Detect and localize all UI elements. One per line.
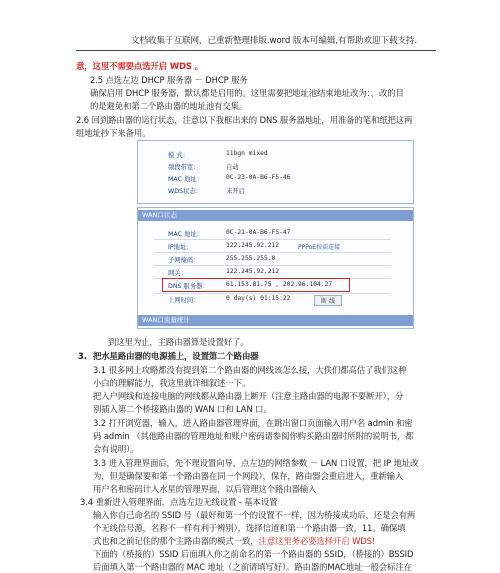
wan-uptime-label: 上网时间： [168, 297, 200, 304]
router-wireless-status-panel [137, 140, 414, 204]
step-3-2-cont-2: 会有说明）。 [93, 444, 139, 454]
wds-note: 意，这里不需要点选开启 WDS 。 [76, 61, 203, 71]
step-3-1-cont: 小白的理解能力，我这里就详细叙述一下。 [93, 378, 251, 388]
document-header: 文档收集于互联网，已重新整理排版.word 版本可编辑,有帮助欢迎下载支持. [131, 36, 418, 46]
bandwidth-label: 频段带宽： [168, 164, 200, 171]
mac-label: MAC 地址： [168, 176, 203, 183]
mode-label: 模 式： [168, 152, 189, 159]
wan-uptime-value: 0 day(s) 01:15:22 [226, 295, 291, 302]
wds-status-value: 未开启 [226, 188, 245, 195]
wan-dns-label: DNS 服务器： [168, 283, 209, 290]
step-3-4-text-1: 输入你自己命名的 SSID 号（最好和第一个的设置不一样，因为桥接成功后，还是会有两 [93, 510, 416, 520]
wan-ip-label: IP地址： [168, 244, 193, 251]
wan-dns-value: 61.153.81.75 , 202.96.104.27 [226, 281, 333, 288]
wan-connection-type: PPPoE按需连接 [298, 244, 341, 251]
step-3-1: 3.1 很多网上攻略都没有提到第二个路由器的网线该怎么接，大佚们都高估了我们这种 [93, 365, 407, 375]
step-3-4: 3.4 重新进入管理界面，点选左边无线设置 - 基本设置 [80, 497, 278, 507]
wds-enable-warning: 注意这里务必要选择开启 WDS! [258, 536, 376, 546]
mac-value: 0C-23-0A-B6-F5-46 [226, 174, 291, 181]
step-3-2: 3.2 打开浏览器，输入，进入路由器管理界面，在跳出窗口页面输入用户名 admin 和密 [93, 418, 413, 428]
section-3-number: 3. [78, 351, 87, 361]
step-3-2-cont-1: 码 admin （其他路由器的管理地址和账户密码请参阅你购买路由器时所附的说明书，都 [93, 431, 414, 441]
mode-value: 11bgn mixed [226, 150, 268, 157]
step-3-4-text-4: 下面的（桥接的）SSID 后面填入你之前命名的第一个路由器的 SSID，（桥接的）BSSID [93, 549, 414, 559]
wds-status-label: WDS状态： [168, 188, 202, 195]
step-2-6: 2.6 回到路由器的运行状态，注意以下我框出来的 DNS 服务器地址，用准备的笔和纸把这两 [76, 115, 413, 125]
step-3-4-text-3 [93, 535, 375, 547]
step-3-3: 3.3 进入管理界面后，先不理设置向导，点左边的网络参数 － LAN 口设置，把 IP 地址改 [93, 458, 419, 468]
wan-ip-value: 122.245.92.212 [226, 242, 280, 249]
step-3-3-cont-2: 用户名和密码计入水星的管理界面，以后管理这个路由器输入 [93, 484, 317, 494]
wan-mac-value: 0C-21-0A-B6-F5-47 [226, 229, 291, 236]
header-rule [76, 50, 436, 51]
section-3-title: 把水星路由器的电源插上，设置第二个路由器 [93, 351, 259, 361]
step-2-5: 2.5 点选左边 DHCP 服务器 － DHCP 服务 [90, 75, 248, 85]
wan-gateway-value: 122.245.92.212 [226, 268, 280, 275]
step-3-3-cont-1: 为，但是确保要和第一个路由器在同一个网段），保存，路由器会重启进入，重新输入 [93, 471, 404, 481]
step-3-1-text-1: 把入户网线和连接电脑的网线都从路由器上断开（注意主路由器的电源不要断开），分 [93, 391, 404, 401]
step-2-6-cont: 组地址抄下来备用。 [76, 128, 151, 138]
step-3-1-text-2: 别插入第二个桥接路由器的 WAN 口和 LAN 口。 [93, 404, 272, 414]
wan-traffic-title: WAN口流量统计 [138, 315, 413, 326]
router-wan-status-panel [137, 207, 414, 329]
wan-mask-label: 子网掩码： [168, 257, 200, 264]
wan-disconnect-button: 断 线 [314, 295, 342, 306]
wan-status-title: WAN口状态 [138, 210, 413, 221]
main-router-done: 到这里为止，主路由器算是设置好了。 [108, 337, 249, 347]
bandwidth-value: 自动 [226, 164, 239, 171]
dhcp-text-1: 确保启用 DHCP 服务器，默认都是启用的。这里需要把地址池结束地址改为：，改的目 [90, 88, 404, 98]
wan-gateway-label: 网关： [168, 270, 187, 277]
step-3-4-text-3-plain: 式也和之前记住的那个主路由器的模式一致， [93, 536, 259, 546]
step-3-4-text-5: 后面填入第一个路由器的 MAC 地址（之前请填写好）。路由器的MAC地址一般会标注在 [93, 562, 412, 572]
wan-mac-label: MAC 地址： [168, 231, 203, 238]
dhcp-text-2: 的是避免和第二个路由器的地址池有交集。 [90, 101, 248, 111]
step-3-4-text-2: 个无线信号源，名称不一样有利于辨别），选择信道和第一个路由器一致，11。确保填 [93, 523, 406, 533]
wan-mask-value: 255.255.255.0 [226, 255, 276, 262]
